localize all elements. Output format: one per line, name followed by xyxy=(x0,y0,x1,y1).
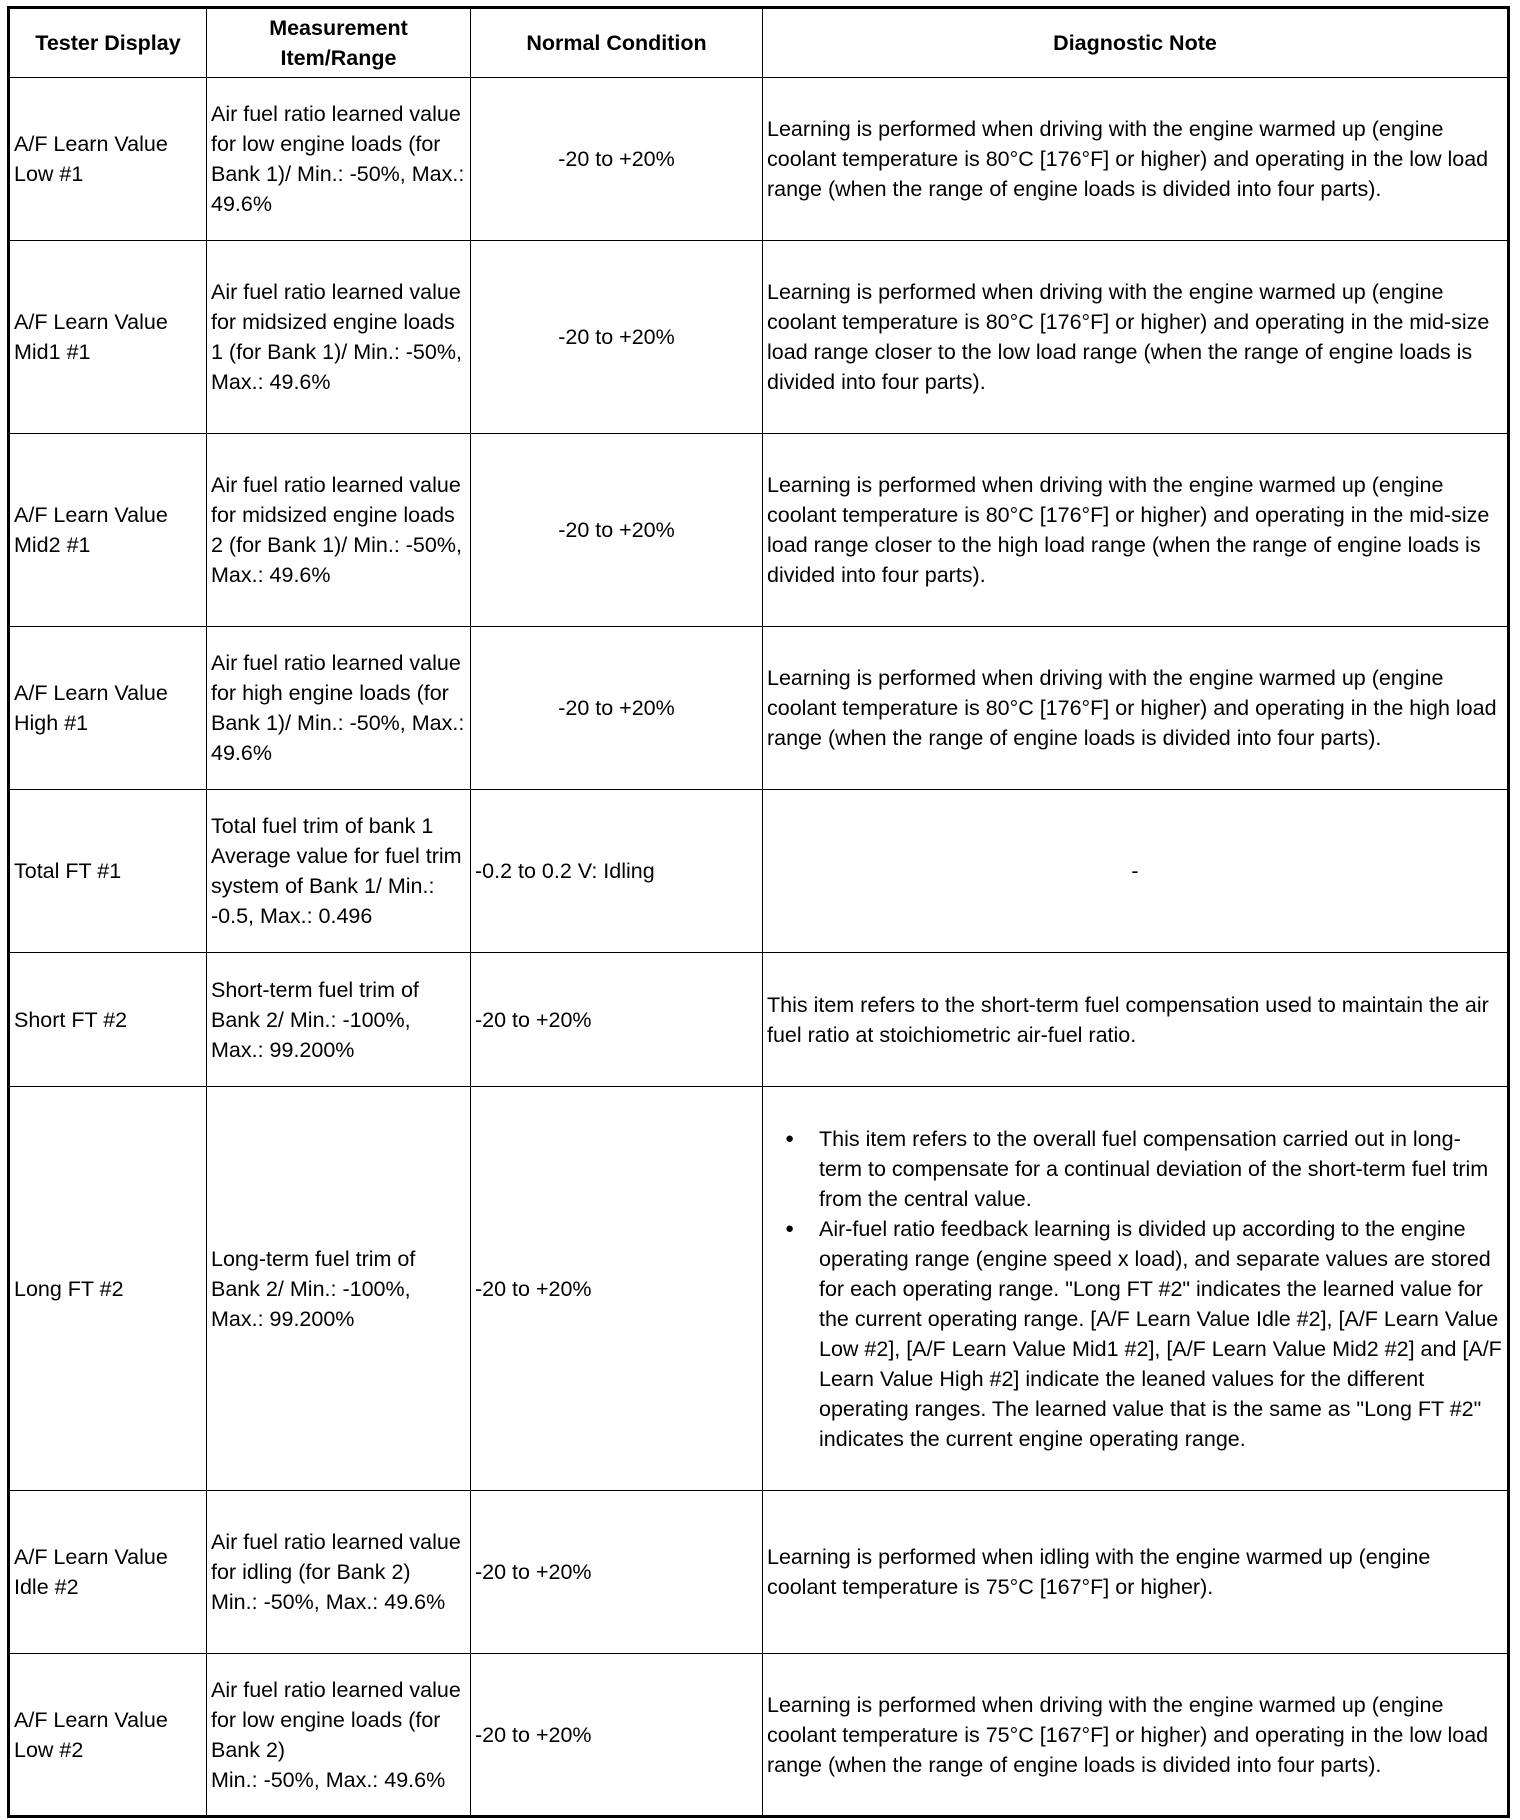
tester-display-cell: A/F Learn Value Low #1 xyxy=(9,78,207,241)
normal-condition-cell: -20 to +20% xyxy=(471,434,763,627)
note-bullet-item xyxy=(785,1214,1503,1454)
tester-display-cell: A/F Learn Value High #1 xyxy=(9,627,207,790)
measurement-cell: Short-term fuel trim of Bank 2/ Min.: -100%, Max.: 99.200% xyxy=(207,953,471,1087)
measurement-line: Average value for fuel trim system of Bank 1/ Min.: -0.5, Max.: 0.496 xyxy=(211,844,462,928)
note-bullet-text: This item refers to the overall fuel compensation carried out in long-term to compensate for a continual deviation of the short-term fuel trim from the central value. xyxy=(819,1126,1489,1211)
measurement-line: Air fuel ratio learned value for low engine loads (for Bank 2) xyxy=(211,1677,461,1762)
table-row xyxy=(9,241,1509,434)
note-bullet-text: Air-fuel ratio feedback learning is divided up according to the engine operating range (engine speed x load), and separate values are stored for each operating range. "Long FT #2" indicates the learned value for the current operating range. [A/F Learn Value Idle #2], [A/F Learn Value Low #2], [A/F Learn Value Mid1 #2], [A/F Learn Value Mid2 #2] and [A/F Learn Value High #2] indicate the leaned values for the different operating ranges. The learned value that is the same as "Long FT #2" indicates the current engine operating range. xyxy=(819,1216,1502,1451)
normal-condition-cell: -20 to +20% xyxy=(471,1654,763,1817)
note-bullet-list xyxy=(767,1124,1503,1454)
diagnostic-note-cell: Learning is performed when driving with the engine warmed up (engine coolant temperature is 80°C [176°F] or higher) and operating in the mid-size load range closer to the low load range (when the range of engine loads is divided into four parts). xyxy=(763,241,1509,434)
normal-condition-cell: -0.2 to 0.2 V: Idling xyxy=(471,790,763,953)
tester-display-cell: A/F Learn Value Mid1 #1 xyxy=(9,241,207,434)
measurement-cell: Air fuel ratio learned value for midsized engine loads 1 (for Bank 1)/ Min.: -50%, Max.: 49.6% xyxy=(207,241,471,434)
measurement-cell: Air fuel ratio learned value for high engine loads (for Bank 1)/ Min.: -50%, Max.: 49.6% xyxy=(207,627,471,790)
header-row xyxy=(9,8,1509,78)
measurement-cell xyxy=(207,790,471,953)
note-bullet-item xyxy=(785,1124,1503,1214)
header-tester-display: Tester Display xyxy=(9,8,207,78)
diagnostic-note-cell xyxy=(763,1087,1509,1491)
table-header xyxy=(9,8,1509,78)
measurement-line: Total fuel trim of bank 1 xyxy=(211,814,434,838)
tester-display-cell: A/F Learn Value Idle #2 xyxy=(9,1491,207,1654)
data-list-table xyxy=(7,6,1510,1818)
table-row xyxy=(9,78,1509,241)
diagnostic-note-cell: This item refers to the short-term fuel compensation used to maintain the air fuel ratio at stoichiometric air-fuel ratio. xyxy=(763,953,1509,1087)
measurement-cell: Air fuel ratio learned value for low engine loads (for Bank 1)/ Min.: -50%, Max.: 49.6% xyxy=(207,78,471,241)
normal-condition-cell: -20 to +20% xyxy=(471,78,763,241)
normal-condition-cell: -20 to +20% xyxy=(471,1087,763,1491)
diagnostic-note-cell: Learning is performed when idling with the engine warmed up (engine coolant temperature is 75°C [167°F] or higher). xyxy=(763,1491,1509,1654)
table-row xyxy=(9,1087,1509,1491)
table-row xyxy=(9,1654,1509,1817)
header-measurement-item: Measurement Item/Range xyxy=(207,8,471,78)
table-row xyxy=(9,434,1509,627)
diagnostic-note-cell: - xyxy=(763,790,1509,953)
table-row xyxy=(9,1491,1509,1654)
measurement-line: Min.: -50%, Max.: 49.6% xyxy=(211,1767,446,1792)
tester-display-cell: A/F Learn Value Mid2 #1 xyxy=(9,434,207,627)
diagnostic-note-cell: Learning is performed when driving with the engine warmed up (engine coolant temperature is 75°C [167°F] or higher) and operating in the low load range (when the range of engine loads is divided into four parts). xyxy=(763,1654,1509,1817)
table-row xyxy=(9,790,1509,953)
diagnostic-note-cell: Learning is performed when driving with the engine warmed up (engine coolant temperature is 80°C [176°F] or higher) and operating in the low load range (when the range of engine loads is divided into four parts). xyxy=(763,78,1509,241)
bullet-icon: ● xyxy=(785,1129,795,1147)
table-body xyxy=(9,78,1509,1817)
measurement-cell xyxy=(207,1491,471,1654)
header-diagnostic-note: Diagnostic Note xyxy=(763,8,1509,78)
normal-condition-cell: -20 to +20% xyxy=(471,627,763,790)
normal-condition-cell: -20 to +20% xyxy=(471,241,763,434)
diagnostic-note-cell: Learning is performed when driving with the engine warmed up (engine coolant temperature is 80°C [176°F] or higher) and operating in the mid-size load range closer to the high load range (when the range of engine loads is divided into four parts). xyxy=(763,434,1509,627)
measurement-line: Min.: -50%, Max.: 49.6% xyxy=(211,1590,446,1614)
bullet-icon: ● xyxy=(785,1219,795,1237)
measurement-line: Air fuel ratio learned value for idling (for Bank 2) xyxy=(211,1530,461,1584)
diagnostic-note-cell: Learning is performed when driving with the engine warmed up (engine coolant temperature is 80°C [176°F] or higher) and operating in the high load range (when the range of engine loads is divided into four parts). xyxy=(763,627,1509,790)
measurement-cell xyxy=(207,1654,471,1817)
tester-display-cell: A/F Learn Value Low #2 xyxy=(9,1654,207,1817)
table-row xyxy=(9,627,1509,790)
normal-condition-cell: -20 to +20% xyxy=(471,953,763,1087)
tester-display-cell: Long FT #2 xyxy=(9,1087,207,1491)
tester-display-cell: Short FT #2 xyxy=(9,953,207,1087)
normal-condition-cell: -20 to +20% xyxy=(471,1491,763,1654)
header-normal-condition: Normal Condition xyxy=(471,8,763,78)
measurement-cell: Air fuel ratio learned value for midsized engine loads 2 (for Bank 1)/ Min.: -50%, Max.: 49.6% xyxy=(207,434,471,627)
measurement-cell: Long-term fuel trim of Bank 2/ Min.: -100%, Max.: 99.200% xyxy=(207,1087,471,1491)
table-row xyxy=(9,953,1509,1087)
tester-display-cell: Total FT #1 xyxy=(9,790,207,953)
